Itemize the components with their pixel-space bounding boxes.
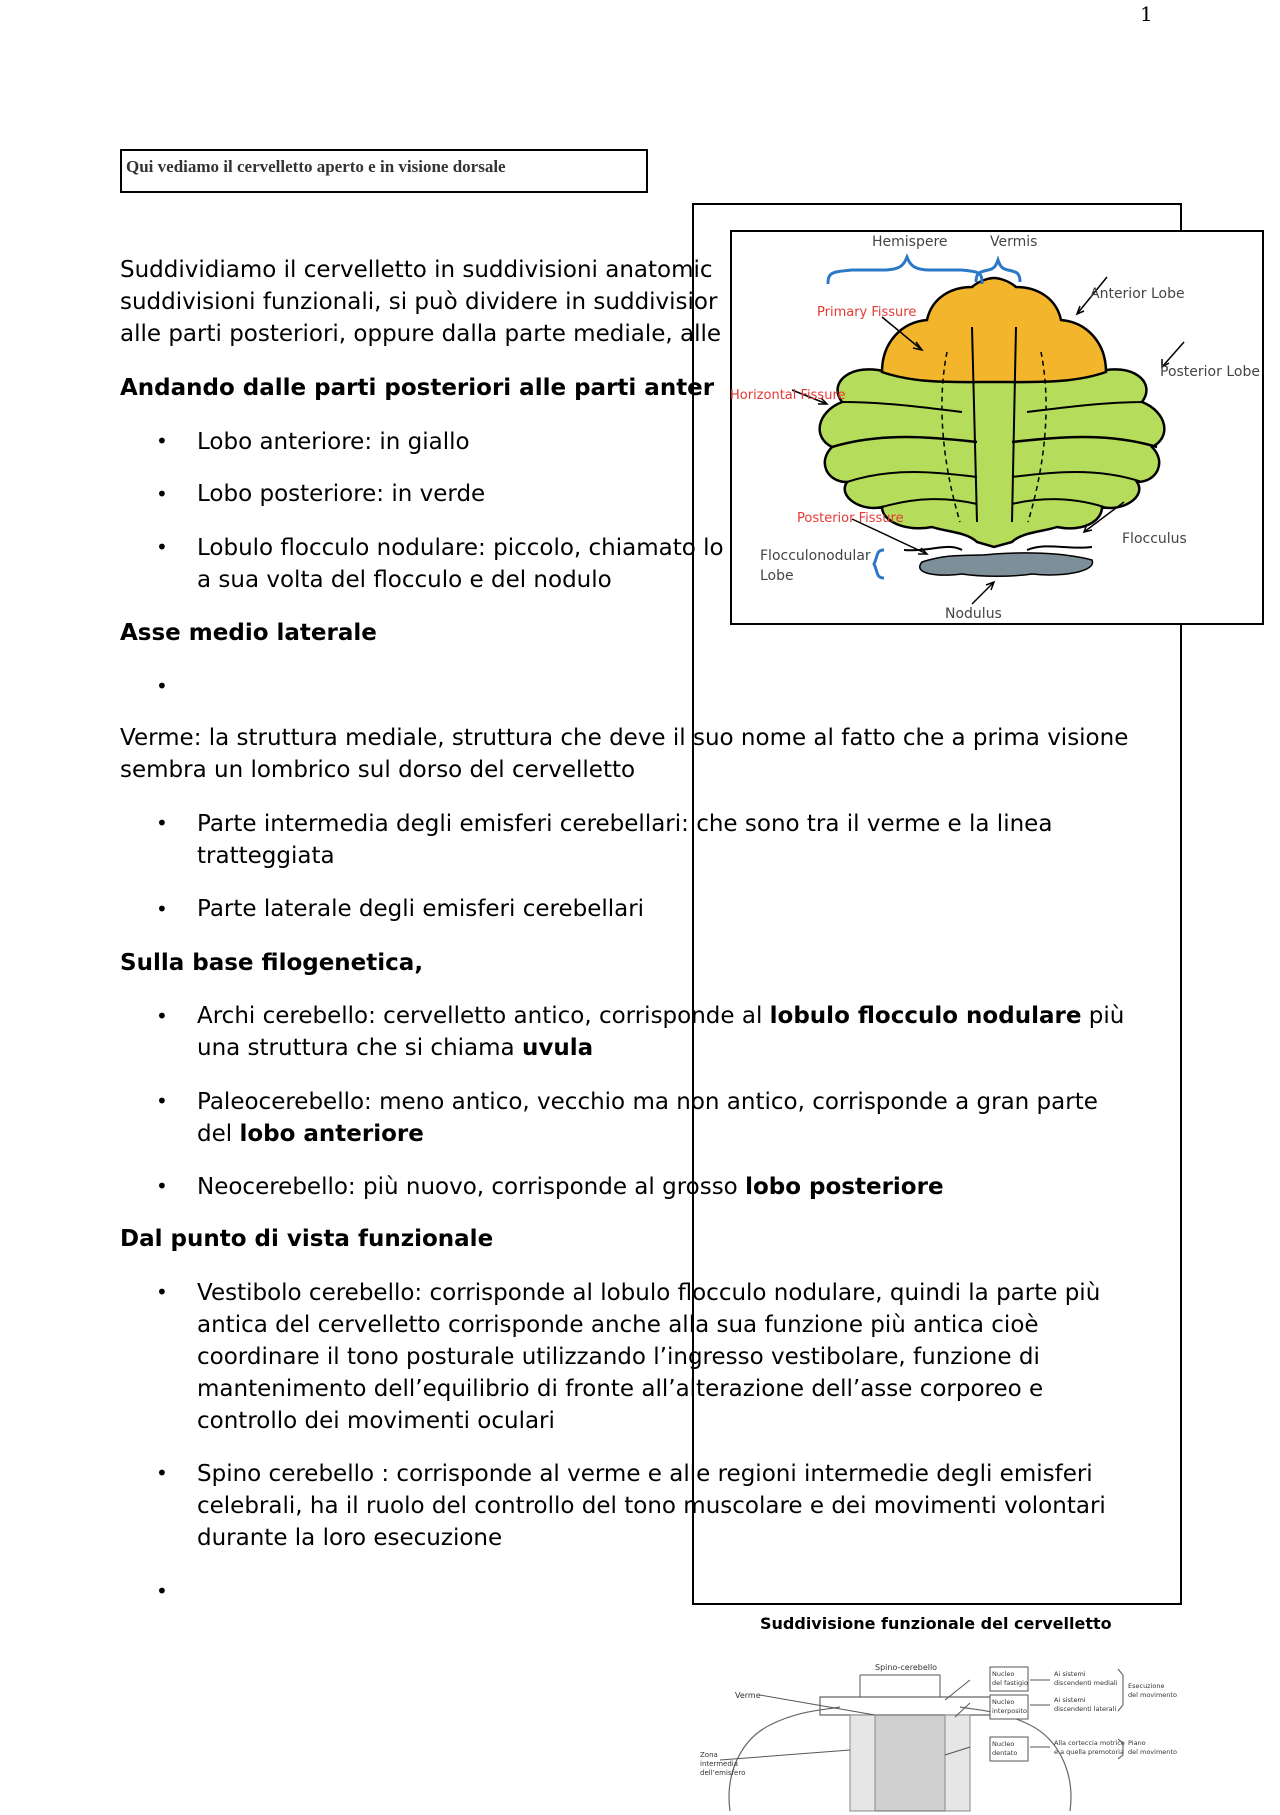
text-run: Neocerebello: più nuovo, corrisponde al grosso <box>197 1174 746 1200</box>
figure-caption-box: Qui vediamo il cervelletto aperto e in visione dorsale <box>120 149 648 193</box>
bullet: • <box>156 429 168 453</box>
list-item-continuation: mantenimento dell’equilibrio di fronte all’alterazione dell’asse corporeo e <box>197 1376 1044 1402</box>
heading-medio-laterale: Asse medio laterale <box>120 620 377 646</box>
bullet: • <box>156 1579 168 1603</box>
label-vermis: Vermis <box>990 234 1038 250</box>
list-item-vestibolo: Vestibolo cerebello: corrisponde al lobulo flocculo nodulare, quindi la parte più <box>197 1280 1101 1306</box>
label-esecuzione: Esecuzione <box>1128 1682 1165 1690</box>
figure2-title: Suddivisione funzionale del cervelletto <box>760 1614 1112 1633</box>
label-nucleo-dentato: Nucleo <box>992 1740 1015 1748</box>
vermis-column <box>875 1715 945 1811</box>
list-item-continuation <box>197 1032 593 1064</box>
list-item-spino: Spino cerebello : corrisponde al verme e alle regioni intermedie degli emisferi <box>197 1461 1093 1487</box>
intro-line-3: alle parti posteriori, oppure dalla parte mediale, alle <box>120 321 722 347</box>
label-sistemi-laterali-2: discendenti laterali <box>1054 1705 1117 1713</box>
list-item-continuation: a sua volta del flocculo e del nodulo <box>197 567 612 593</box>
bullet: • <box>156 897 168 921</box>
intermediate-zone-left <box>850 1715 875 1811</box>
text-run: del <box>197 1121 240 1147</box>
bold-term: lobo anteriore <box>239 1121 424 1147</box>
bullet: • <box>156 482 168 506</box>
hemispheres-brace <box>828 257 982 284</box>
label-piano-2: del movimento <box>1128 1748 1177 1756</box>
label-zona: Zona <box>700 1751 718 1759</box>
label-nucleo-interposito-2: interposito <box>992 1707 1027 1715</box>
label-corteccia: Alla corteccia motrice <box>1054 1739 1125 1747</box>
verme-line-2: sembra un lombrico sul dorso del cervelletto <box>120 757 636 783</box>
list-item-continuation: coordinare il tono posturale utilizzando l’ingresso vestibolare, funzione di <box>197 1344 1040 1370</box>
functional-division-diagram <box>700 1655 1177 1811</box>
label-posterior-lobe: Posterior Lobe <box>1160 364 1260 380</box>
bullet: • <box>156 811 168 835</box>
list-item-continuation <box>197 1118 424 1150</box>
label-corteccia-2: e a quella premotoria <box>1054 1748 1124 1756</box>
text-run: più <box>1081 1003 1125 1029</box>
flocculonodular-shape <box>920 553 1093 576</box>
label-flocculonodular-lobe: Lobe <box>760 568 794 584</box>
bullet: • <box>156 1280 168 1304</box>
intro-line-1: Suddividiamo il cervelletto in suddivisioni anatomic <box>120 257 713 283</box>
bold-term: lobo posteriore <box>745 1174 944 1200</box>
label-nucleo-fastigio: Nucleo <box>992 1670 1015 1678</box>
bullet: • <box>156 674 168 698</box>
list-item-continuation: tratteggiata <box>197 843 335 869</box>
intermediate-zone-right <box>945 1715 970 1811</box>
label-nucleo-dentato-2: dentato <box>992 1749 1018 1757</box>
bullet: • <box>156 535 168 559</box>
label-esecuzione-2: del movimento <box>1128 1691 1177 1699</box>
heading-funzionale: Dal punto di vista funzionale <box>120 1226 494 1252</box>
heading-filogenetica: Sulla base filogenetica, <box>120 950 424 976</box>
label-zona-intermedia: intermedia <box>700 1760 738 1768</box>
list-item-continuation: celebrali, ha il ruolo del controllo del tono muscolare e dei movimenti volontari <box>197 1493 1106 1519</box>
label-primary-fissure: Primary Fissure <box>817 305 917 320</box>
label-sistemi-laterali: Ai sistemi <box>1054 1696 1086 1704</box>
list-item: Parte intermedia degli emisferi cerebellari: che sono tra il verme e la linea <box>197 811 1053 837</box>
cerebellum-diagram <box>730 230 1264 625</box>
list-item: Parte laterale degli emisferi cerebellari <box>197 896 645 922</box>
list-item: Lobulo flocculo nodulare: piccolo, chiamato lo <box>197 535 724 561</box>
cerebellum-illustration <box>732 232 1266 627</box>
bullet: • <box>156 1089 168 1113</box>
label-sistemi-mediali-2: discendenti mediali <box>1054 1679 1118 1687</box>
functional-division-illustration <box>700 1655 1177 1811</box>
page-number: 1 <box>1140 2 1153 26</box>
label-hemisphere: Hemispere <box>872 234 948 250</box>
label-anterior-lobe: Anterior Lobe <box>1090 286 1185 302</box>
bullet: • <box>156 1004 168 1028</box>
intro-line-2: suddivisioni funzionali, si può dividere in suddivisior <box>120 289 718 315</box>
verme-line-1: Verme: la struttura mediale, struttura che deve il suo nome al fatto che a prima visione <box>120 725 1129 751</box>
list-item-continuation: controllo dei movimenti oculari <box>197 1408 555 1434</box>
flocculonodular-brace <box>874 550 884 578</box>
label-posterior-fissure: Posterior Fissure <box>797 511 904 526</box>
list-item-paleocerebello: Paleocerebello: meno antico, vecchio ma non antico, corrisponde a gran parte <box>197 1089 1098 1115</box>
bold-term: lobulo flocculo nodulare <box>769 1003 1082 1029</box>
label-flocculonodular: Flocculonodular <box>760 548 871 564</box>
list-item: Lobo posteriore: in verde <box>197 481 486 507</box>
anterior-lobe-shape <box>882 278 1106 382</box>
bullet: • <box>156 1174 168 1198</box>
label-nucleo-fastigio-2: del fastigio <box>992 1679 1028 1687</box>
label-spino-cerebello: Spino-cerebello <box>875 1663 938 1672</box>
label-sistemi-mediali: Ai sistemi <box>1054 1670 1086 1678</box>
bold-term: uvula <box>521 1035 594 1061</box>
text-run: Archi cerebello: cervelletto antico, corrisponde al <box>197 1003 770 1029</box>
label-verme: Verme <box>735 1691 761 1700</box>
heading-posterior-anterior: Andando dalle parti posteriori alle parti anter <box>120 375 715 401</box>
label-nucleo-interposito: Nucleo <box>992 1698 1015 1706</box>
list-item: Lobo anteriore: in giallo <box>197 429 470 455</box>
label-flocculus: Flocculus <box>1122 531 1187 547</box>
label-horizontal-fissure: Horizontal Fissure <box>730 388 846 403</box>
text-run: una struttura che si chiama <box>197 1035 522 1061</box>
label-piano: Piano <box>1128 1739 1146 1747</box>
list-item-continuation: antica del cervelletto corrisponde anche alla sua funzione più antica cioè <box>197 1312 1039 1338</box>
label-nodulus: Nodulus <box>945 606 1002 622</box>
label-zona-emisfero: dell’emisfero <box>700 1769 746 1777</box>
bullet: • <box>156 1461 168 1485</box>
list-item-continuation: durante la loro esecuzione <box>197 1525 503 1551</box>
